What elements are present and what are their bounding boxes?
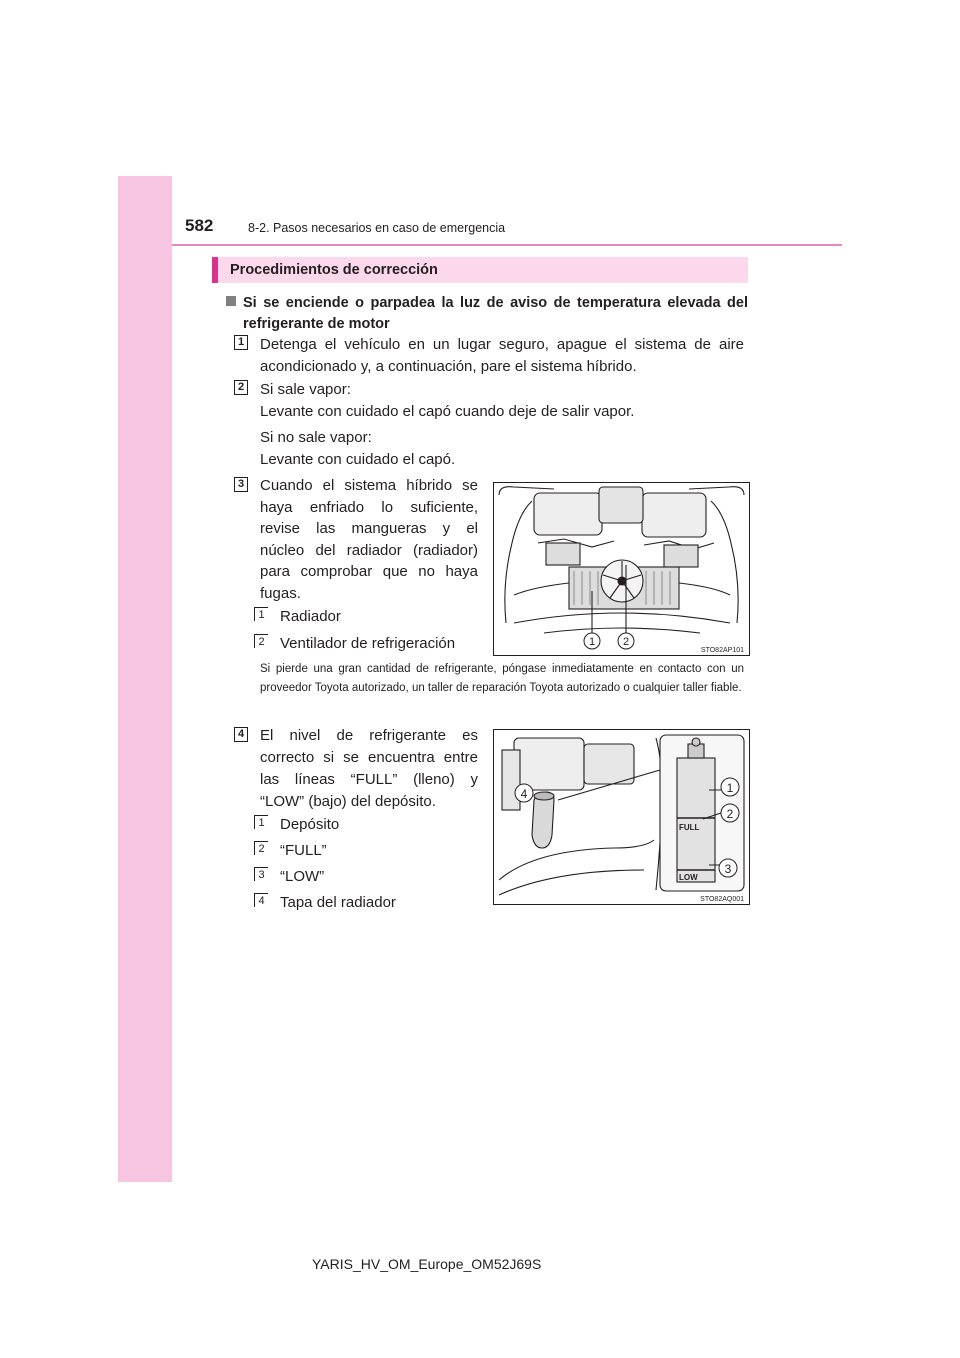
step-2-text-2: Levante con cuidado el capó cuando deje de salir vapor. [260, 403, 635, 420]
step-number-3: 3 [234, 477, 248, 492]
procedure-heading: Procedimientos de corrección [230, 262, 438, 278]
step-3-note: Si pierde una gran cantidad de refrigerante, póngase inmediatamente en contacto con un proveedor Toyota autorizado, un taller de reparación Toyota autorizado o cualquier taller fiable. [260, 663, 744, 694]
coolant-reservoir-figure [493, 729, 750, 905]
callout-label: “LOW” [280, 868, 325, 885]
step-4-text: El nivel de refrigerante es correcto si se encuentra entre las líneas “FULL” (lleno) y “LOW” (bajo) del depósito. [260, 727, 478, 810]
fig2-code: STO82AQ001 [700, 896, 744, 903]
fig1-marker-2: 2 [622, 636, 630, 648]
fig2-marker-2: 2 [726, 807, 734, 821]
procedure-heading-box [212, 257, 748, 283]
section-title: 8-2. Pasos necesarios en caso de emergencia [248, 221, 506, 235]
header-divider [172, 244, 842, 246]
callout-label: Depósito [280, 816, 340, 833]
fig2-marker-4: 4 [520, 787, 528, 801]
engine-bay-illustration [494, 483, 749, 655]
square-bullet-icon [226, 296, 236, 306]
step-2-text-4: Levante con cuidado el capó. [260, 451, 456, 468]
fig2-full-label: FULL [679, 823, 700, 832]
callout-label: Radiador [280, 608, 341, 625]
fig1-code: STO82AP101 [700, 647, 744, 654]
callout-label: Ventilador de refrigeración [280, 635, 456, 652]
warning-subheading-text: Si se enciende o parpadea la luz de aviso de temperatura elevada del refrigerante de motor [243, 295, 748, 332]
coolant-reservoir-illustration [494, 730, 749, 904]
step-number-4: 4 [234, 727, 248, 742]
callout-number: 2 [254, 841, 268, 855]
fig1-marker-1: 1 [588, 636, 596, 648]
callout-number: 1 [254, 815, 268, 829]
page-number: 582 [185, 216, 214, 235]
callout-number: 1 [254, 607, 268, 621]
step-number-2: 2 [234, 380, 248, 395]
step-2-text-1: Si sale vapor: [260, 381, 351, 398]
fig2-marker-1: 1 [726, 781, 734, 795]
callout-number: 4 [254, 893, 268, 907]
step-number-1: 1 [234, 335, 248, 350]
side-tab-band [118, 176, 172, 1182]
callout-number: 3 [254, 867, 268, 881]
step-3-text: Cuando el sistema híbrido se haya enfriado lo suficiente, revise las mangueras y el núcleo del radiador (radiador) para comprobar que no haya fugas. [260, 477, 478, 602]
document-id: YARIS_HV_OM_Europe_OM52J69S [312, 1256, 542, 1272]
fig2-marker-3: 3 [724, 862, 732, 876]
callout-label: “FULL” [280, 842, 327, 859]
callout-number: 2 [254, 634, 268, 648]
step-2-text-3: Si no sale vapor: [260, 429, 372, 446]
step-1-text: Detenga el vehículo en un lugar seguro, apague el sistema de aire acondicionado y, a continuación, pare el sistema híbrido. [260, 336, 744, 375]
callout-label: Tapa del radiador [280, 894, 396, 911]
engine-bay-figure [493, 482, 750, 656]
fig2-low-label: LOW [679, 873, 698, 882]
